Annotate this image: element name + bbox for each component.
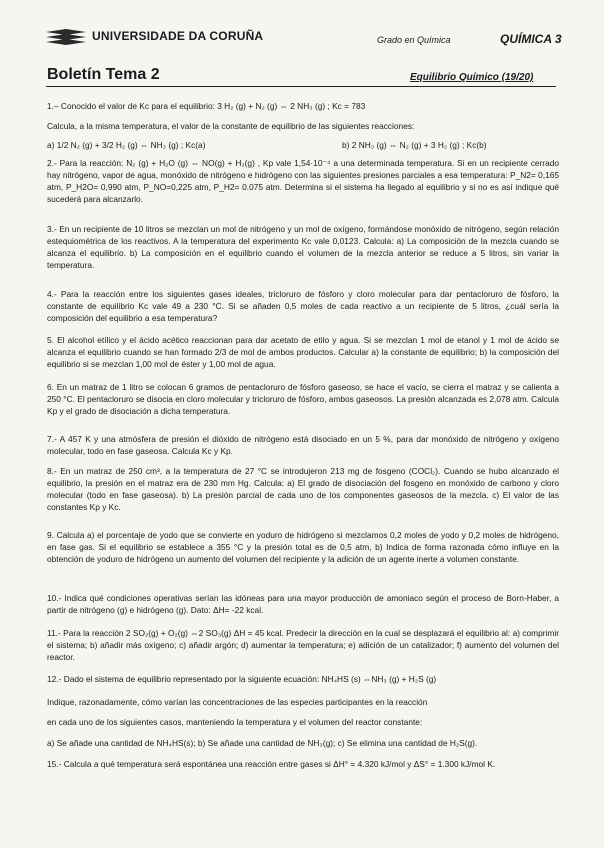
page-subtitle: Equilibrio Químico (19/20) [410,72,534,83]
course-label: QUÍMICA 3 [500,32,562,46]
problem-6: 6. En un matraz de 1 litro se colocan 6 gramos de pentacloruro de fósforo gaseoso, se hace el vacío, se cierra el matraz y se calienta a 250 °C. El pentacloruro se disocia en cloro molecular y tricloruro de fósforo, ambos gaseosos. La presión alcanzada es 2,078 atm. Calcula Kp y el grado de disociación a dicha temperatura. [47,382,559,416]
problem-8: 8.- En un matraz de 250 cm³, a la temperatura de 27 °C se introdujeron 213 mg de fosgeno (COCl₂). Cuando se hubo alcanzado el equilibrio, la presión en el matraz era de 230 mm Hg. Calcula: a) El grado de disociación del fosgeno en monóxido de carbono y cloro molecular (todo en fase gaseosa). b) La presión parcial de cada uno de los componentes gaseosos de la mezcla. c) El valor de las constantes Kp y Kc. [47,466,559,512]
reaction-b: b) 2 NH₃ (g) ⇔ N₂ (g) + 3 H₂ (g) ; Kc(b) [342,140,487,150]
problem-15: 15.- Calcula a qué temperatura será espontánea una reacción entre gases si ΔH° = 4.320 kJ/mol y ΔS° = 1.300 kJ/mol K. [47,759,496,769]
degree-label: Grado en Química [377,35,451,45]
title-divider [46,86,556,87]
problem-10: 10.- Indica qué condiciones operativas serían las idóneas para una mayor producción de amoniaco según el proceso de Born-Haber, a partir de nitrógeno (g) e hidrógeno (g). Dato: ΔH= -22 kcal. [47,593,559,615]
problem-4: 4.- Para la reacción entre los siguientes gases ideales, tricloruro de fósforo y cloro molecular para dar pentacloruro de fósforo, la constante de equilibrio Kc vale 49 a 230 °C. Si se añaden 0,5 moles de cada reactivo a un recipiente de 5 litros, ¿cuál sería la composición del equilibrio a esa temperatura? [47,289,559,323]
problem-1: 1.– Conocido el valor de Kc para el equilibrio: 3 H₂ (g) + N₂ (g) ⇔ 2 NH₃ (g) ; Kc = 783 [47,101,366,111]
problem-12-condition: en cada uno de los siguientes casos, manteniendo la temperatura y el volumen del reactor constante: [47,717,423,727]
university-logo-icon [44,28,88,46]
problem-12: 12.- Dado el sistema de equilibrio representado por la siguiente ecuación: NH₄HS (s) ⇔NH₃ (g) + H₂S (g) [47,674,437,684]
problem-11: 11.- Para la reacción 2 SO₂(g) + O₂(g) ⇔2 SO₃(g) ΔH = 45 kcal. Predecir la dirección en la cual se desplazará el equilibrio al: a) comprimir el sistema; b) añadir más oxígeno; c) añadir argón; d) aumentar la temperatura; e) adición de un catalizador; f) aumento del volumen del reactor. [47,628,559,662]
problem-12-instruction: Indique, razonadamente, cómo varían las concentraciones de las especies participantes en la reacción [47,697,428,707]
problem-1-instruction: Calcula, a la misma temperatura, el valor de la constante de equilibrio de las siguientes reacciones: [47,121,415,131]
problem-12-cases: a) Se añade una cantidad de NH₄HS(s); b) Se añade una cantidad de NH₃(g); c) Se elimina una cantidad de H₂S(g). [47,738,478,748]
problem-3: 3.- En un recipiente de 10 litros se mezclan un mol de nitrógeno y un mol de oxígeno, formándose monóxido de nitrógeno, según relación estequiométrica de los reactivos. A la temperatura del experimento Kc vale 0,0123. Calcula: a) La composición de la mezcla cuando se alcanza el equilibrio. b) La composición en el equilibrio cuando el volumen de la mezcla anterior se reduce a 5 litros, sin variar la temperatura. [47,224,559,270]
problem-7: 7.- A 457 K y una atmósfera de presión el dióxido de nitrógeno está disociado en un 5 %, para dar monóxido de nitrógeno y oxígeno molecular, todo en fase gaseosa. Calcula Kc y Kp. [47,434,559,456]
problem-2: 2.- Para la reacción: N₂ (g) + H₂O (g) ⇔ NO(g) + H₂(g) , Kp vale 1,54·10⁻⁴ a una determinada temperatura. Si en un recipiente cerrado hay nitrógeno, vapor de agua, monóxido de nitrógeno e hidrógeno con las siguientes presiones parciales a esa temperatura: P_N2= 0,165 atm, P_H2O= 0,990 atm, P_NO=0,225 atm, P_H2= 0.075 atm. Determina si el sistema ha llegado al equilibrio y si no es así indique qué sucederá para alcanzarlo. [47,158,559,204]
page-title: Boletín Tema 2 [47,66,160,83]
problem-5: 5. El alcohol etílico y el ácido acético reaccionan para dar acetato de etilo y agua. Si se mezclan 1 mol de etanol y 1 mol de ácido se alcanza el equilibrio cuando se han formado 2/3 de mol de ambos productos. Calcular a) la constante de equilibrio; b) la composición del equilibrio si se mezclan 1,00 mol de éster y 1,00 mol de agua. [47,335,559,369]
university-name: UNIVERSIDADE DA CORUÑA [92,29,264,43]
reaction-a: a) 1/2 N₂ (g) + 3/2 H₂ (g) ⇔ NH₃ (g) ; Kc(a) [47,140,206,150]
problem-9: 9. Calcula a) el porcentaje de yodo que se convierte en yoduro de hidrógeno si mezclamos 0,2 moles de yodo y 0,2 moles de hidrógeno, en fase gas. Si el equilibrio se establece a 355 °C y la presión total es de 0,5 atm, b) Indica de forma razonada cómo influye en la obtención de yoduro de hidrógeno un aumento del volumen del recipiente y la adición de un agente inerte a volumen constante. [47,530,559,564]
